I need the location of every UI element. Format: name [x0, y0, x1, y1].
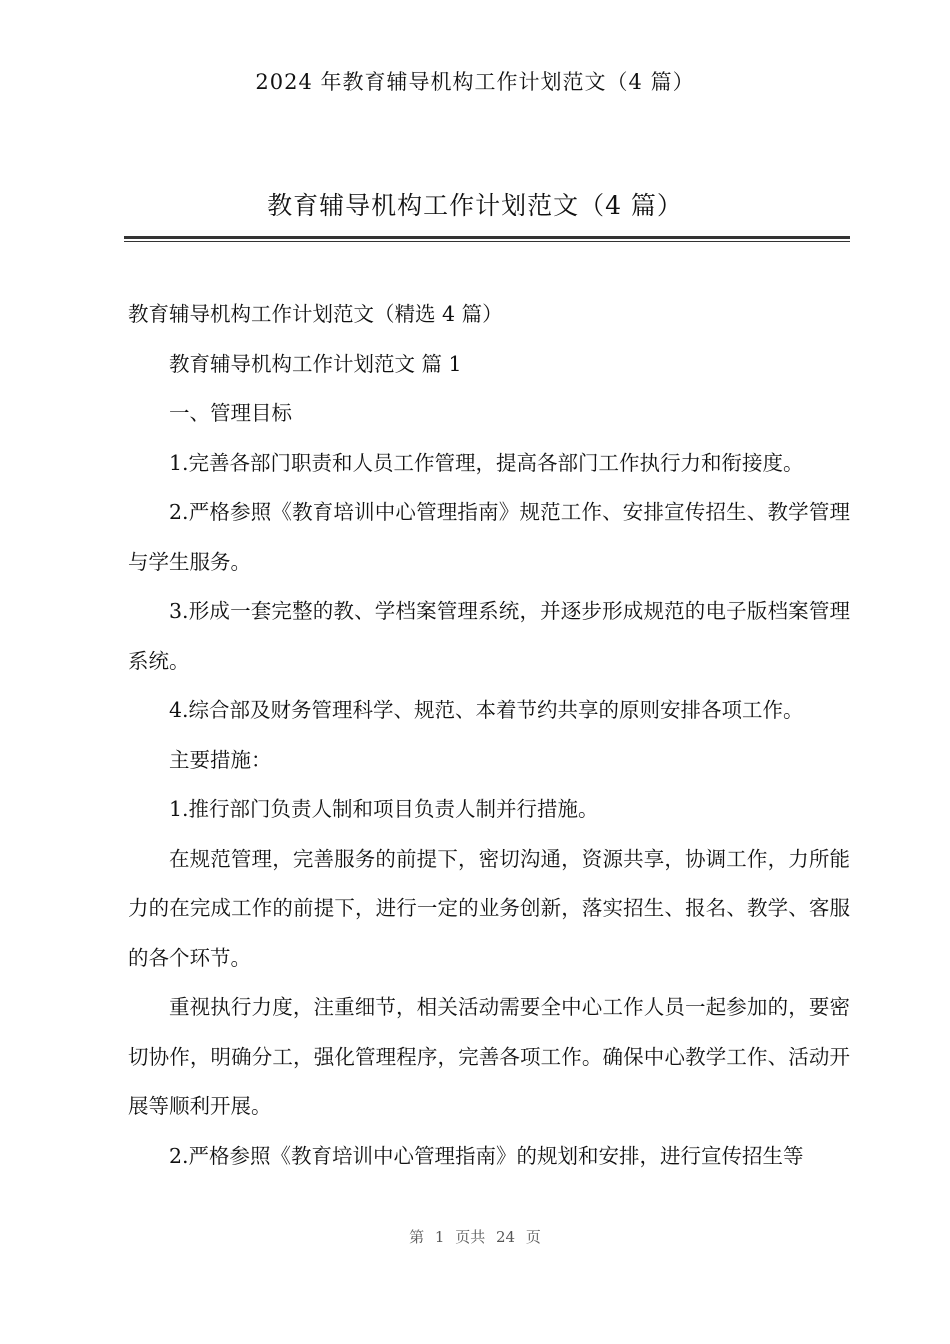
paragraph: 4.综合部及财务管理科学、规范、本着节约共享的原则安排各项工作。 [169, 698, 804, 722]
paragraph: 1.推行部门负责人制和项目负责人制并行措施。 [169, 797, 599, 821]
paragraph: 1.完善各部门职责和人员工作管理，提高各部门工作执行力和衔接度。 [169, 450, 804, 475]
title-underline-thin [124, 241, 850, 242]
running-header-title: 2024 年教育辅导机构工作计划范文（4 篇） [255, 70, 695, 94]
title-underline-thick [124, 236, 850, 239]
page-footer: 第 1 页共 24 页 [409, 1228, 541, 1246]
paragraph: 2.严格参照《教育培训中心管理指南》的规划和安排，进行宣传招生等 [169, 1143, 804, 1168]
document-title: 教育辅导机构工作计划范文（4 篇） [267, 191, 683, 220]
paragraph: 教育辅导机构工作计划范文 篇 1 [169, 351, 462, 376]
paragraph: 2.严格参照《教育培训中心管理指南》规范工作、安排宣传招生、教学管理与学生服务。 [128, 500, 850, 574]
paragraph: 在规范管理，完善服务的前提下，密切沟通，资源共享，协调工作，力所能力的在完成工作的前提下，进行一定的业务创新，落实招生、报名、教学、客服的各个环节。 [128, 846, 850, 970]
document-body [128, 290, 850, 1181]
paragraph: 主要措施： [169, 747, 272, 772]
paragraph: 一、管理目标 [169, 401, 292, 425]
paragraph: 3.形成一套完整的教、学档案管理系统，并逐步形成规范的电子版档案管理系统。 [128, 599, 850, 673]
paragraph: 重视执行力度，注重细节，相关活动需要全中心工作人员一起参加的，要密切协作，明确分工，强化管理程序，完善各项工作。确保中心教学工作、活动开展等顺利开展。 [128, 995, 850, 1118]
paragraph: 教育辅导机构工作计划范文（精选 4 篇） [128, 302, 503, 326]
